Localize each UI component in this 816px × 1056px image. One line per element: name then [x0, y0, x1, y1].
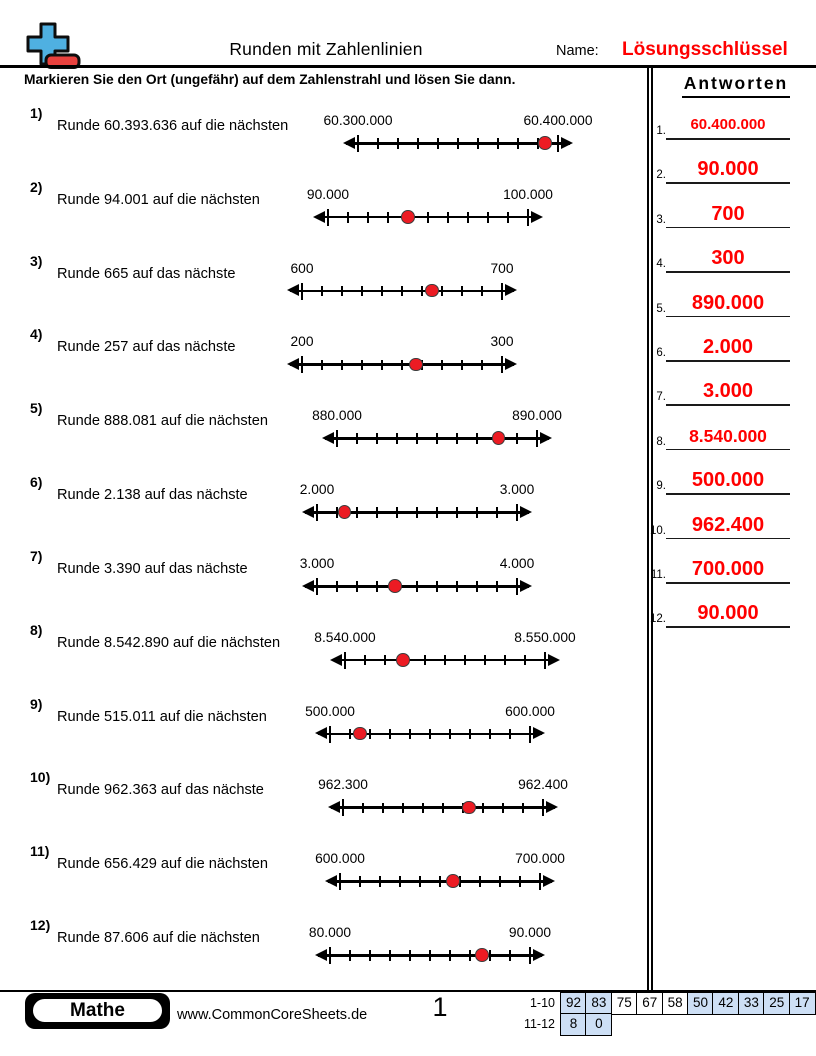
left-arrow-icon [322, 432, 334, 444]
problem-text: Runde 8.542.890 auf die nächsten [57, 634, 281, 651]
number-line-max-label: 4.000 [499, 555, 535, 571]
answer-underline [666, 360, 790, 362]
answer-value: 890.000 [691, 291, 765, 314]
number-line-min-label: 90.000 [306, 186, 350, 202]
tick [384, 655, 386, 666]
answer-dot [388, 579, 402, 593]
tick [336, 581, 338, 592]
instruction-text: Markieren Sie den Ort (ungefähr) auf dem Zahlenstrahl und lösen Sie dann. [24, 72, 516, 87]
tick [416, 433, 418, 444]
tick [376, 581, 378, 592]
problem-text: Runde 94.001 auf die nächsten [57, 191, 260, 208]
answer-underline [666, 271, 790, 273]
name-label: Name: [556, 43, 599, 59]
tick [504, 655, 506, 666]
number-line-min-label: 80.000 [308, 925, 352, 941]
tick [489, 729, 491, 740]
problem-text: Runde 3.390 auf das nächste [57, 560, 248, 577]
tick [389, 950, 391, 961]
right-arrow-icon [533, 949, 545, 961]
tick [409, 950, 411, 961]
answer-underline [666, 138, 790, 140]
end-tick [357, 135, 360, 152]
tick [509, 950, 511, 961]
end-tick [527, 209, 530, 226]
tick [461, 286, 463, 297]
tick [367, 212, 369, 223]
end-tick [557, 135, 560, 152]
number-line-min-label: 962.300 [318, 777, 368, 793]
right-arrow-icon [505, 358, 517, 370]
tick [364, 655, 366, 666]
end-tick [301, 356, 304, 373]
tick [436, 507, 438, 518]
answer-number: 5. [656, 302, 666, 315]
tick [416, 581, 418, 592]
right-arrow-icon [520, 580, 532, 592]
score-cell: 58 [662, 992, 689, 1015]
answer-underline [666, 493, 790, 495]
number-line-max-label: 890.000 [512, 408, 562, 424]
score-cell: 75 [611, 992, 638, 1015]
tick [477, 138, 479, 149]
problem-row [0, 912, 650, 974]
tick [341, 360, 343, 371]
answer-underline [666, 582, 790, 584]
answer-value: 8.540.000 [689, 425, 767, 446]
number-line-min-label: 500.000 [305, 703, 355, 719]
left-arrow-icon [330, 654, 342, 666]
tick [401, 286, 403, 297]
tick [487, 212, 489, 223]
answer-value: 700 [711, 202, 745, 225]
score-cell: 33 [738, 992, 765, 1015]
tick [496, 507, 498, 518]
number-line-max-label: 90.000 [508, 925, 552, 941]
end-tick [339, 873, 342, 890]
tick [396, 507, 398, 518]
end-tick [301, 283, 304, 300]
tick [369, 950, 371, 961]
number-line-max-label: 3.000 [499, 482, 535, 498]
tick [402, 803, 404, 814]
right-arrow-icon [548, 654, 560, 666]
score-row [504, 1013, 612, 1036]
tick [442, 803, 444, 814]
number-line-min-label: 60.300.000 [323, 113, 393, 128]
tick [516, 433, 518, 444]
tick [469, 950, 471, 961]
tick [356, 507, 358, 518]
left-arrow-icon [343, 137, 355, 149]
problem-row [0, 174, 650, 236]
number-line-min-label: 200 [290, 334, 314, 350]
problem-text: Runde 257 auf das nächste [57, 339, 236, 356]
left-arrow-icon [325, 875, 337, 887]
tick [479, 876, 481, 887]
tick [381, 360, 383, 371]
tick [369, 729, 371, 740]
end-tick [536, 430, 539, 447]
tick [376, 433, 378, 444]
answer-value: 300 [711, 247, 745, 270]
tick [379, 876, 381, 887]
tick [449, 729, 451, 740]
tick [341, 286, 343, 297]
tick [461, 360, 463, 371]
tick [399, 876, 401, 887]
score-row-label: 11-12 [523, 1017, 555, 1031]
score-row [504, 992, 816, 1015]
answer-value: 90.000 [697, 158, 759, 181]
problem-number: 10) [30, 769, 51, 786]
tick [347, 212, 349, 223]
tick [497, 138, 499, 149]
problem-number: 12) [30, 917, 51, 934]
right-arrow-icon [546, 801, 558, 813]
answer-number: 10. [650, 524, 666, 537]
tick [449, 950, 451, 961]
tick [429, 729, 431, 740]
problem-text: Runde 87.606 auf die nächsten [57, 930, 260, 947]
answer-number: 8. [656, 435, 666, 448]
tick [361, 286, 363, 297]
left-arrow-icon [328, 801, 340, 813]
number-line-max-label: 300 [490, 334, 514, 350]
tick [476, 507, 478, 518]
problem-text: Runde 656.429 auf die nächsten [57, 856, 268, 873]
number-line-max-label: 60.400.000 [523, 113, 593, 128]
end-tick [344, 652, 347, 669]
answers-title: Antworten [682, 73, 791, 98]
brand-name: Mathe [31, 997, 164, 1024]
answer-dot [396, 653, 410, 667]
problem-text: Runde 888.081 auf die nächsten [57, 413, 268, 430]
answer-value: 500.000 [691, 469, 765, 492]
problem-number: 2) [30, 178, 43, 195]
problem-row [0, 838, 650, 900]
answer-key-label: Lösungsschlüssel [622, 39, 788, 60]
header-rule [0, 65, 816, 68]
tick [456, 433, 458, 444]
end-tick [529, 726, 532, 743]
answer-underline [666, 316, 790, 318]
tick [424, 655, 426, 666]
answer-number: 4. [656, 258, 666, 271]
problem-row [0, 248, 650, 310]
end-tick [501, 356, 504, 373]
answer-dot [446, 874, 460, 888]
number-line-max-label: 962.400 [518, 777, 568, 793]
answer-value: 60.400.000 [690, 116, 766, 133]
answer-dot [353, 727, 367, 741]
tick [457, 138, 459, 149]
tick [509, 729, 511, 740]
problem-number: 5) [30, 400, 43, 417]
score-cell: 17 [789, 992, 816, 1015]
tick [421, 286, 423, 297]
score-cell: 50 [687, 992, 714, 1015]
problem-row [0, 691, 650, 753]
tick [482, 803, 484, 814]
tick [447, 212, 449, 223]
left-arrow-icon [315, 949, 327, 961]
tick [397, 138, 399, 149]
answer-underline [666, 227, 790, 229]
score-cell: 8 [560, 1013, 587, 1036]
problem-row [0, 764, 650, 826]
tick [476, 433, 478, 444]
right-arrow-icon [540, 432, 552, 444]
tick [429, 950, 431, 961]
problem-row [0, 543, 650, 605]
problem-text: Runde 962.363 auf das nächste [57, 782, 264, 799]
number-line-min-label: 600.000 [315, 851, 365, 867]
problem-text: Runde 515.011 auf die nächsten [57, 708, 267, 725]
answer-value: 700.000 [691, 558, 765, 580]
problem-row [0, 321, 650, 383]
tick [444, 655, 446, 666]
end-tick [501, 283, 504, 300]
answer-dot [538, 136, 552, 150]
number-line-max-label: 700.000 [515, 851, 565, 867]
tick [349, 729, 351, 740]
answer-number: 2. [656, 169, 666, 182]
answer-value: 90.000 [697, 602, 759, 625]
tick [321, 360, 323, 371]
tick [456, 581, 458, 592]
tick [439, 876, 441, 887]
tick [356, 581, 358, 592]
tick [422, 803, 424, 814]
number-line-min-label: 2.000 [299, 482, 335, 498]
answer-number: 11. [650, 569, 666, 581]
end-tick [516, 504, 519, 521]
tick [456, 507, 458, 518]
end-tick [544, 652, 547, 669]
answer-dot [462, 801, 476, 815]
answer-number: 3. [656, 213, 666, 226]
tick [476, 581, 478, 592]
left-arrow-icon [313, 211, 325, 223]
number-line-max-label: 700 [490, 260, 514, 276]
answer-number: 12. [650, 613, 666, 626]
left-arrow-icon [302, 506, 314, 518]
left-arrow-icon [315, 727, 327, 739]
answer-number: 9. [656, 480, 666, 493]
answer-number: 6. [656, 347, 666, 359]
tick [436, 433, 438, 444]
tick [489, 950, 491, 961]
tick [522, 803, 524, 814]
website-link[interactable]: www.CommonCoreSheets.de [177, 1007, 368, 1023]
left-arrow-icon [302, 580, 314, 592]
tick [441, 360, 443, 371]
tick [359, 876, 361, 887]
answers-header [656, 73, 816, 98]
score-cell: 92 [560, 992, 587, 1015]
answer-value: 3.000 [702, 380, 754, 403]
problem-number: 9) [30, 695, 43, 712]
problem-number: 6) [30, 474, 43, 491]
answer-underline [666, 182, 790, 184]
answer-number: 1. [656, 125, 666, 137]
left-arrow-icon [287, 358, 299, 370]
brand-badge [25, 993, 170, 1029]
tick [377, 138, 379, 149]
problem-row [0, 469, 650, 531]
number-line-max-label: 600.000 [505, 703, 555, 719]
end-tick [542, 799, 545, 816]
tick [409, 729, 411, 740]
problem-number: 1) [30, 105, 43, 121]
tick [349, 950, 351, 961]
right-arrow-icon [505, 284, 517, 296]
tick [362, 803, 364, 814]
tick [507, 212, 509, 223]
number-line-min-label: 880.000 [312, 408, 362, 424]
tick [464, 655, 466, 666]
problem-number: 11) [30, 843, 50, 860]
problem-number: 3) [30, 252, 43, 269]
number-line-min-label: 3.000 [299, 555, 335, 571]
answer-underline [666, 626, 790, 628]
answer-number: 7. [656, 391, 666, 404]
end-tick [516, 578, 519, 595]
tick [517, 138, 519, 149]
right-arrow-icon [531, 211, 543, 223]
score-cell: 25 [763, 992, 790, 1015]
tick [496, 581, 498, 592]
tick [502, 803, 504, 814]
problem-text: Runde 60.393.636 auf die nächsten [57, 118, 289, 134]
end-tick [342, 799, 345, 816]
tick [437, 138, 439, 149]
right-arrow-icon [533, 727, 545, 739]
right-arrow-icon [543, 875, 555, 887]
tick [382, 803, 384, 814]
problem-row [0, 100, 650, 162]
end-tick [316, 578, 319, 595]
end-tick [327, 209, 330, 226]
end-tick [329, 726, 332, 743]
end-tick [329, 947, 332, 964]
problem-row [0, 395, 650, 457]
right-arrow-icon [520, 506, 532, 518]
problem-number: 8) [30, 621, 43, 638]
score-cell: 42 [712, 992, 739, 1015]
end-tick [539, 873, 542, 890]
tick [524, 655, 526, 666]
answer-dot [338, 505, 352, 519]
tick [484, 655, 486, 666]
tick [481, 360, 483, 371]
problem-text: Runde 665 auf das nächste [57, 265, 236, 282]
tick [467, 212, 469, 223]
score-cell: 0 [585, 1013, 612, 1036]
tick [356, 433, 358, 444]
end-tick [336, 430, 339, 447]
end-tick [316, 504, 319, 521]
number-line-min-label: 600 [290, 260, 314, 276]
tick [396, 433, 398, 444]
tick [401, 360, 403, 371]
answer-dot [401, 210, 415, 224]
answer-dot [409, 358, 423, 372]
score-cell: 83 [585, 992, 612, 1015]
tick [427, 212, 429, 223]
right-arrow-icon [561, 137, 573, 149]
tick [419, 876, 421, 887]
tick [481, 286, 483, 297]
number-line-min-label: 8.540.000 [314, 629, 376, 645]
score-row-label: 1-10 [529, 996, 555, 1010]
tick [417, 138, 419, 149]
page-number: 1 [432, 992, 448, 1022]
tick [519, 876, 521, 887]
problem-number: 7) [30, 547, 43, 564]
answer-dot [492, 431, 506, 445]
answer-underline [666, 538, 790, 540]
tick [441, 286, 443, 297]
tick [499, 876, 501, 887]
page-title: Runden mit Zahlenlinien [229, 39, 423, 59]
number-line-max-label: 100.000 [503, 186, 553, 202]
answer-dot [425, 284, 439, 298]
tick [387, 212, 389, 223]
problem-row [0, 617, 650, 679]
answer-value: 962.400 [691, 513, 765, 536]
number-line-max-label: 8.550.000 [514, 629, 576, 645]
answer-value: 2.000 [702, 336, 754, 358]
tick [389, 729, 391, 740]
left-arrow-icon [287, 284, 299, 296]
tick [321, 286, 323, 297]
problem-number: 4) [30, 326, 43, 343]
tick [361, 360, 363, 371]
tick [376, 507, 378, 518]
problem-text: Runde 2.138 auf das nächste [57, 487, 248, 504]
tick [469, 729, 471, 740]
end-tick [529, 947, 532, 964]
tick [436, 581, 438, 592]
answer-underline [666, 404, 790, 406]
answer-underline [666, 449, 790, 451]
tick [416, 507, 418, 518]
answer-dot [475, 948, 489, 962]
tick [381, 286, 383, 297]
score-cell: 67 [636, 992, 663, 1015]
